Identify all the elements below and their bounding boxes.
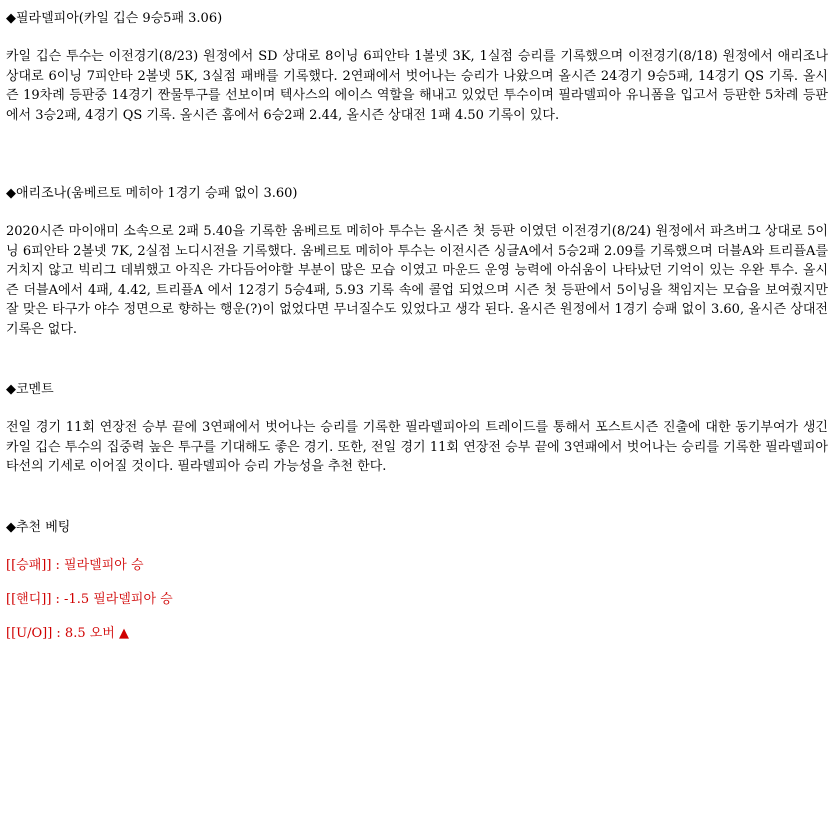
article — [6, 8, 828, 644]
spacer — [6, 125, 828, 183]
spacer — [6, 477, 828, 517]
comment-heading: ◆코멘트 — [6, 382, 54, 397]
spacer — [6, 539, 828, 556]
spacer — [6, 576, 828, 590]
pick-handicap: [[핸디]] : -1.5 필라델피아 승 — [6, 591, 173, 607]
arizona-body: 2020시즌 마이애미 소속으로 2패 5.40을 기록한 움베르토 메히아 투수는 올시즌 첫 등판 이였던 이전경기(8/24) 원정에서 파츠버그 상대로 5이닝 6피안타 2볼넷 7K, 2실점 노디시전을 기록했다. 움베르토 메히아 투수는 이전시즌 싱글A에서 5승2패 2.09를 기록했으며 더블A와 트리플A를 거치지 않고 빅리그 데뷔했고 아직은 가다듬어야할 부분이 많은 모습 이였고 마운드 운영 능력에 아쉬움이 나타났던 기억이 있는 우완 투수. 올시즌 더블A에서 4패, 4.42, 트리플A 에서 12경기 5승4패, 5.93 기록 속에 콜업 되었으며 시즌 첫 등판에서 5이닝을 책임지는 모습을 보여줬지만 잘 맞은 타구가 야수 정면으로 향하는 행운(?)이 없었다면 무너질수도 있었다고 생각 된다. 올시즌 원정에서 1경기 승패 없이 3.60, 올시즌 상대전 기록은 없다. — [6, 224, 828, 337]
philly-heading: ◆필라델피아(카일 깁슨 9승5패 3.06) — [6, 11, 223, 26]
comment-body: 전일 경기 11회 연장전 승부 끝에 3연패에서 벗어나는 승리를 기록한 필라델피아의 트레이드를 통해서 포스트시즌 진출에 대한 동기부여가 생긴 카일 깁슨 투수의 집중력 높은 투구를 기대해도 좋은 경기. 또한, 전일 경기 11회 연장전 승부 끝에 3연패에서 벗어나는 승리를 기록한 필라델피아 타선의 기세로 이어질 것이다. 필라델피아 승리 가능성을 추천 한다. — [6, 420, 828, 474]
arizona-heading: ◆애리조나(움베르토 메히아 1경기 승패 없이 3.60) — [6, 186, 298, 201]
spacer — [6, 30, 828, 47]
pick-win-loss: [[승패]] : 필라델피아 승 — [6, 557, 144, 573]
philly-body: 카일 깁슨 투수는 이전경기(8/23) 원정에서 SD 상대로 8이닝 6피안타 1볼넷 3K, 1실점 승리를 기록했으며 이전경기(8/18) 원정에서 애리조나 상대로 6이닝 7피안타 2볼넷 5K, 3실점 패배를 기록했다. 2연패에서 벗어나는 승리가 나왔으며 올시즌 24경기 9승5패, 14경기 QS 기록. 올시즌 19차례 등판중 14경기 짠물투구를 선보이며 텍사스의 에이스 역할을 해내고 있었던 투수이며 필라델피아 유니폼을 입고서 등판한 5차례 등판에서 3승2패, 4경기 QS 기록. 올시즌 홈에서 6승2패 2.44, 올시즌 상대전 1패 4.50 기록이 있다. — [6, 49, 828, 123]
pick-under-over: [[U/O]] : 8.5 오버 ▲ — [6, 625, 129, 641]
spacer — [6, 610, 828, 624]
picks-heading: ◆추천 베팅 — [6, 519, 71, 535]
spacer — [6, 401, 828, 418]
spacer — [6, 205, 828, 222]
spacer — [6, 339, 828, 379]
